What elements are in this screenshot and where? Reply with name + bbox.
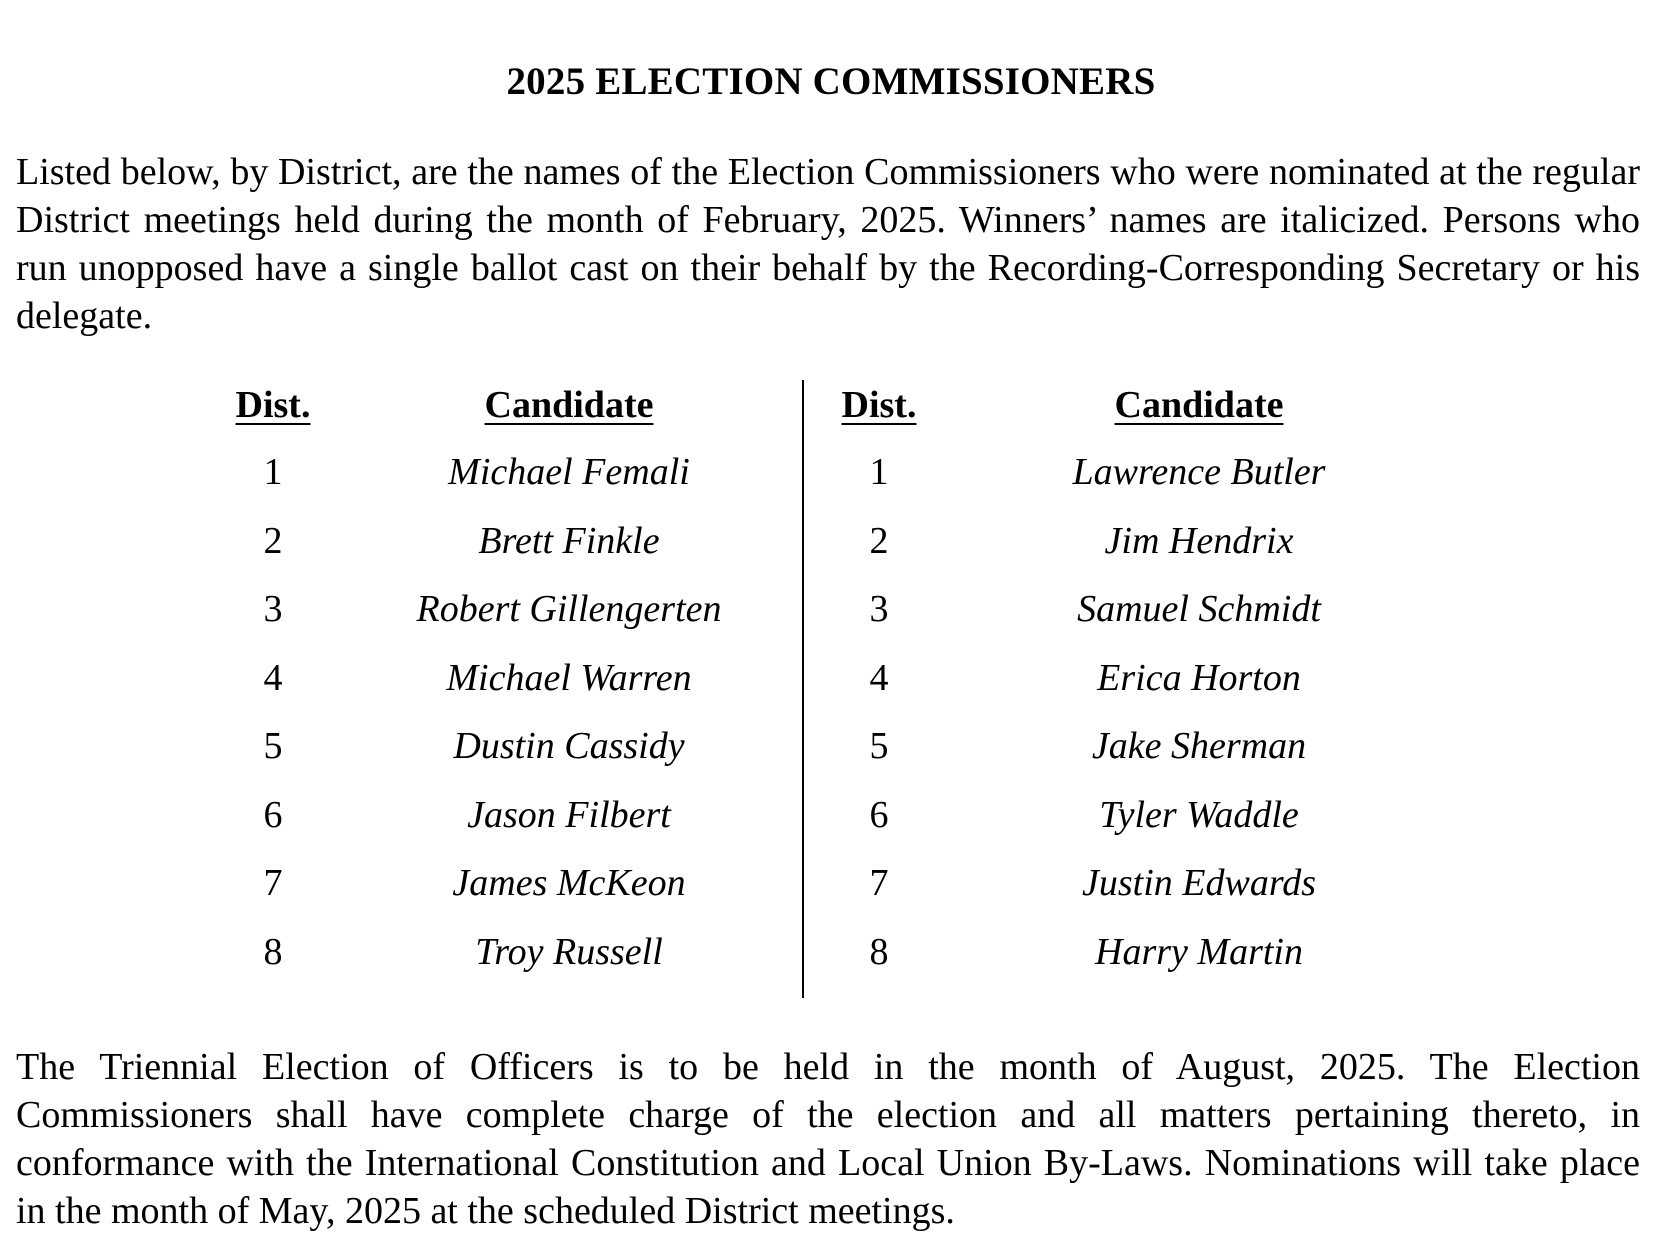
right-candidate-cell: Lawrence Butler (1072, 451, 1326, 493)
right-candidate-cell: Justin Edwards (1082, 862, 1316, 904)
left-dist-cell: 1 (263, 451, 283, 493)
left-candidate-header: Candidate (484, 384, 654, 426)
right-dist-cell: 6 (869, 793, 889, 836)
right-dist-cell: 8 (869, 930, 889, 973)
left-dist-cell: 6 (263, 793, 283, 836)
left-dist-cell: 2 (263, 519, 283, 562)
left-candidate-cell: James McKeon (452, 862, 686, 904)
left-candidate-cell: Michael Femali (448, 451, 690, 493)
left-dist-cell: 4 (263, 656, 283, 699)
left-candidate-cell: Michael Warren (446, 656, 692, 699)
left-dist-cell: 8 (263, 930, 283, 973)
outro-paragraph: The Triennial Election of Officers is to be held in the month of August, 2025. The Election Commissioners shall have complete charge of the election and all matters pertaining thereto, in conformance with the International Constitution and Local Union By-Laws. Nominations will take place in the month of May, 2025 at the scheduled District meetings. (16, 1046, 1640, 1232)
right-candidate-cell: Erica Horton (1097, 656, 1301, 699)
table-row (0, 519, 1662, 588)
right-dist-cell: 1 (869, 451, 889, 493)
left-candidate-cell: Brett Finkle (478, 519, 660, 562)
table-row (0, 724, 1662, 793)
table-row (0, 793, 1662, 862)
table-row (0, 587, 1662, 656)
left-dist-cell: 5 (263, 725, 283, 767)
right-dist-cell: 2 (869, 519, 889, 562)
intro-paragraph: Listed below, by District, are the names of the Election Commissioners who were nominated at the regular District meetings held during the month of February, 2025. Winners’ names are italicized. Persons who run unopposed have a single ballot cast on their behalf by the Recording-Corresponding Secretary or his delegate. (16, 151, 1640, 337)
candidate-table (0, 450, 1662, 998)
right-dist-header: Dist. (841, 384, 917, 426)
left-dist-cell: 7 (263, 862, 283, 904)
right-candidate-cell: Jake Sherman (1091, 725, 1307, 767)
right-candidate-header: Candidate (1114, 384, 1284, 426)
table-row (0, 861, 1662, 930)
right-candidate-cell: Tyler Waddle (1099, 793, 1299, 836)
right-candidate-cell: Harry Martin (1095, 930, 1303, 973)
document-title: 2025 ELECTION COMMISSIONERS (506, 60, 1156, 103)
right-dist-cell: 4 (869, 656, 889, 699)
left-candidate-cell: Robert Gillengerten (416, 588, 722, 630)
left-candidate-cell: Troy Russell (475, 930, 663, 973)
table-row (0, 450, 1662, 519)
right-candidate-cell: Jim Hendrix (1104, 519, 1294, 562)
left-candidate-cell: Dustin Cassidy (453, 725, 685, 767)
left-dist-cell: 3 (263, 588, 283, 630)
right-dist-cell: 3 (869, 588, 889, 630)
right-dist-cell: 7 (869, 862, 889, 904)
right-candidate-cell: Samuel Schmidt (1077, 588, 1321, 630)
left-candidate-cell: Jason Filbert (467, 793, 671, 836)
left-dist-header: Dist. (235, 384, 311, 426)
right-dist-cell: 5 (869, 725, 889, 767)
table-row (0, 656, 1662, 725)
table-row (0, 930, 1662, 999)
